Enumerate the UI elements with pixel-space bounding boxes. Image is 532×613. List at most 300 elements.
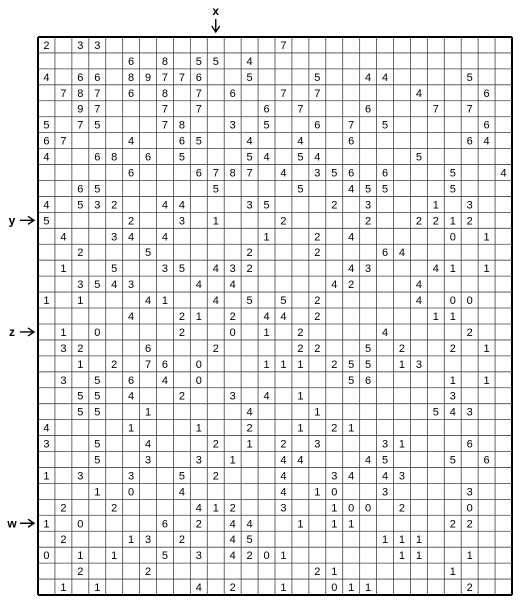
grid-cell[interactable] xyxy=(140,37,157,53)
grid-cell[interactable] xyxy=(292,196,309,212)
grid-cell[interactable] xyxy=(173,372,190,388)
grid-cell[interactable] xyxy=(123,547,140,563)
grid-cell[interactable] xyxy=(190,436,207,452)
grid-cell[interactable] xyxy=(478,547,495,563)
grid-cell[interactable] xyxy=(38,101,55,117)
grid-cell[interactable] xyxy=(140,372,157,388)
grid-cell[interactable] xyxy=(190,324,207,340)
grid-cell[interactable] xyxy=(360,228,377,244)
grid-cell[interactable] xyxy=(157,483,174,499)
grid-cell[interactable] xyxy=(106,292,123,308)
grid-cell[interactable] xyxy=(444,85,461,101)
grid-cell[interactable] xyxy=(106,531,123,547)
grid-cell[interactable] xyxy=(394,292,411,308)
grid-cell[interactable] xyxy=(173,276,190,292)
grid-cell[interactable] xyxy=(123,404,140,420)
grid-cell[interactable] xyxy=(106,420,123,436)
grid-cell[interactable] xyxy=(360,388,377,404)
grid-cell[interactable] xyxy=(89,420,106,436)
grid-cell[interactable] xyxy=(140,212,157,228)
grid-cell[interactable] xyxy=(360,85,377,101)
grid-cell[interactable] xyxy=(173,101,190,117)
grid-cell[interactable] xyxy=(478,53,495,69)
grid-cell[interactable] xyxy=(55,149,72,165)
grid-cell[interactable] xyxy=(72,53,89,69)
grid-cell[interactable] xyxy=(275,563,292,579)
grid-cell[interactable] xyxy=(444,149,461,165)
grid-cell[interactable] xyxy=(224,372,241,388)
grid-cell[interactable] xyxy=(55,404,72,420)
grid-cell[interactable] xyxy=(55,452,72,468)
grid-cell[interactable] xyxy=(72,483,89,499)
grid-cell[interactable] xyxy=(275,244,292,260)
grid-cell[interactable] xyxy=(495,579,512,595)
grid-cell[interactable] xyxy=(241,467,258,483)
grid-cell[interactable] xyxy=(157,531,174,547)
grid-cell[interactable] xyxy=(241,180,258,196)
grid-cell[interactable] xyxy=(123,292,140,308)
grid-cell[interactable] xyxy=(377,340,394,356)
grid-cell[interactable] xyxy=(106,372,123,388)
grid-cell[interactable] xyxy=(72,499,89,515)
grid-cell[interactable] xyxy=(173,37,190,53)
grid-cell[interactable] xyxy=(495,196,512,212)
grid-cell[interactable] xyxy=(427,388,444,404)
grid-cell[interactable] xyxy=(224,228,241,244)
grid-cell[interactable] xyxy=(173,515,190,531)
grid-cell[interactable] xyxy=(444,579,461,595)
grid-cell[interactable] xyxy=(258,260,275,276)
grid-cell[interactable] xyxy=(343,452,360,468)
grid-cell[interactable] xyxy=(444,531,461,547)
grid-cell[interactable] xyxy=(495,420,512,436)
grid-cell[interactable] xyxy=(495,563,512,579)
grid-cell[interactable] xyxy=(258,420,275,436)
grid-cell[interactable] xyxy=(326,308,343,324)
grid-cell[interactable] xyxy=(224,483,241,499)
grid-cell[interactable] xyxy=(427,515,444,531)
grid-cell[interactable] xyxy=(495,515,512,531)
grid-cell[interactable] xyxy=(377,579,394,595)
grid-cell[interactable] xyxy=(343,196,360,212)
grid-cell[interactable] xyxy=(377,515,394,531)
grid-cell[interactable] xyxy=(292,499,309,515)
grid-cell[interactable] xyxy=(89,340,106,356)
grid-cell[interactable] xyxy=(495,180,512,196)
grid-cell[interactable] xyxy=(292,579,309,595)
grid-cell[interactable] xyxy=(309,196,326,212)
grid-cell[interactable] xyxy=(140,196,157,212)
grid-cell[interactable] xyxy=(275,133,292,149)
grid-cell[interactable] xyxy=(292,244,309,260)
grid-cell[interactable] xyxy=(377,85,394,101)
grid-cell[interactable] xyxy=(106,579,123,595)
grid-cell[interactable] xyxy=(38,85,55,101)
grid-cell[interactable] xyxy=(410,260,427,276)
grid-cell[interactable] xyxy=(275,340,292,356)
grid-cell[interactable] xyxy=(38,340,55,356)
grid-cell[interactable] xyxy=(326,117,343,133)
grid-cell[interactable] xyxy=(461,388,478,404)
grid-cell[interactable] xyxy=(444,53,461,69)
grid-cell[interactable] xyxy=(410,563,427,579)
grid-cell[interactable] xyxy=(309,133,326,149)
grid-cell[interactable] xyxy=(38,372,55,388)
grid-cell[interactable] xyxy=(360,37,377,53)
grid-cell[interactable] xyxy=(72,149,89,165)
grid-cell[interactable] xyxy=(343,404,360,420)
grid-cell[interactable] xyxy=(495,372,512,388)
grid-cell[interactable] xyxy=(495,340,512,356)
grid-cell[interactable] xyxy=(427,244,444,260)
grid-cell[interactable] xyxy=(444,483,461,499)
grid-cell[interactable] xyxy=(207,37,224,53)
grid-cell[interactable] xyxy=(207,196,224,212)
grid-cell[interactable] xyxy=(275,388,292,404)
grid-cell[interactable] xyxy=(140,117,157,133)
grid-cell[interactable] xyxy=(495,85,512,101)
grid-cell[interactable] xyxy=(123,260,140,276)
grid-cell[interactable] xyxy=(55,308,72,324)
grid-cell[interactable] xyxy=(190,292,207,308)
grid-cell[interactable] xyxy=(343,483,360,499)
grid-cell[interactable] xyxy=(360,276,377,292)
grid-cell[interactable] xyxy=(427,372,444,388)
grid-cell[interactable] xyxy=(157,308,174,324)
grid-cell[interactable] xyxy=(292,260,309,276)
grid-cell[interactable] xyxy=(258,212,275,228)
grid-cell[interactable] xyxy=(461,149,478,165)
grid-cell[interactable] xyxy=(495,117,512,133)
grid-cell[interactable] xyxy=(72,436,89,452)
grid-cell[interactable] xyxy=(478,324,495,340)
grid-cell[interactable] xyxy=(309,531,326,547)
grid-cell[interactable] xyxy=(410,133,427,149)
grid-cell[interactable] xyxy=(173,180,190,196)
grid-cell[interactable] xyxy=(292,37,309,53)
grid-cell[interactable] xyxy=(292,69,309,85)
grid-cell[interactable] xyxy=(72,531,89,547)
grid-cell[interactable] xyxy=(495,244,512,260)
grid-cell[interactable] xyxy=(207,308,224,324)
grid-cell[interactable] xyxy=(55,180,72,196)
grid-cell[interactable] xyxy=(427,180,444,196)
grid-cell[interactable] xyxy=(207,563,224,579)
grid-cell[interactable] xyxy=(394,85,411,101)
grid-cell[interactable] xyxy=(410,53,427,69)
grid-cell[interactable] xyxy=(207,420,224,436)
grid-cell[interactable] xyxy=(309,420,326,436)
grid-cell[interactable] xyxy=(275,372,292,388)
grid-cell[interactable] xyxy=(461,340,478,356)
grid-cell[interactable] xyxy=(207,515,224,531)
grid-cell[interactable] xyxy=(444,117,461,133)
grid-cell[interactable] xyxy=(343,324,360,340)
grid-cell[interactable] xyxy=(207,547,224,563)
grid-cell[interactable] xyxy=(326,133,343,149)
grid-cell[interactable] xyxy=(427,165,444,181)
grid-cell[interactable] xyxy=(190,340,207,356)
grid-cell[interactable] xyxy=(309,180,326,196)
grid-cell[interactable] xyxy=(123,452,140,468)
grid-cell[interactable] xyxy=(478,180,495,196)
grid-cell[interactable] xyxy=(173,53,190,69)
grid-cell[interactable] xyxy=(190,260,207,276)
grid-cell[interactable] xyxy=(377,499,394,515)
grid-cell[interactable] xyxy=(444,499,461,515)
grid-cell[interactable] xyxy=(495,276,512,292)
grid-cell[interactable] xyxy=(461,228,478,244)
grid-cell[interactable] xyxy=(173,420,190,436)
grid-cell[interactable] xyxy=(427,579,444,595)
grid-cell[interactable] xyxy=(495,260,512,276)
grid-cell[interactable] xyxy=(292,292,309,308)
grid-cell[interactable] xyxy=(377,547,394,563)
grid-cell[interactable] xyxy=(258,69,275,85)
grid-cell[interactable] xyxy=(427,149,444,165)
grid-cell[interactable] xyxy=(173,340,190,356)
grid-cell[interactable] xyxy=(140,101,157,117)
grid-cell[interactable] xyxy=(343,388,360,404)
grid-cell[interactable] xyxy=(478,196,495,212)
grid-cell[interactable] xyxy=(427,69,444,85)
grid-cell[interactable] xyxy=(258,563,275,579)
grid-cell[interactable] xyxy=(38,531,55,547)
grid-cell[interactable] xyxy=(410,308,427,324)
grid-cell[interactable] xyxy=(55,244,72,260)
grid-cell[interactable] xyxy=(292,404,309,420)
grid-cell[interactable] xyxy=(427,53,444,69)
grid-cell[interactable] xyxy=(173,499,190,515)
grid-cell[interactable] xyxy=(106,467,123,483)
grid-cell[interactable] xyxy=(360,563,377,579)
grid-cell[interactable] xyxy=(157,212,174,228)
grid-cell[interactable] xyxy=(326,244,343,260)
grid-cell[interactable] xyxy=(309,212,326,228)
grid-cell[interactable] xyxy=(410,579,427,595)
grid-cell[interactable] xyxy=(241,579,258,595)
grid-cell[interactable] xyxy=(190,244,207,260)
grid-cell[interactable] xyxy=(410,372,427,388)
grid-cell[interactable] xyxy=(461,372,478,388)
grid-cell[interactable] xyxy=(309,579,326,595)
grid-cell[interactable] xyxy=(343,149,360,165)
grid-cell[interactable] xyxy=(275,404,292,420)
grid-cell[interactable] xyxy=(157,133,174,149)
grid-cell[interactable] xyxy=(55,212,72,228)
grid-cell[interactable] xyxy=(495,308,512,324)
grid-cell[interactable] xyxy=(410,420,427,436)
grid-cell[interactable] xyxy=(72,212,89,228)
grid-cell[interactable] xyxy=(89,308,106,324)
grid-cell[interactable] xyxy=(394,212,411,228)
grid-cell[interactable] xyxy=(89,499,106,515)
grid-cell[interactable] xyxy=(360,436,377,452)
grid-cell[interactable] xyxy=(106,165,123,181)
grid-cell[interactable] xyxy=(55,196,72,212)
grid-cell[interactable] xyxy=(394,180,411,196)
grid-cell[interactable] xyxy=(157,244,174,260)
grid-cell[interactable] xyxy=(461,53,478,69)
grid-cell[interactable] xyxy=(377,37,394,53)
grid-cell[interactable] xyxy=(241,340,258,356)
grid-cell[interactable] xyxy=(89,53,106,69)
grid-cell[interactable] xyxy=(157,467,174,483)
grid-cell[interactable] xyxy=(444,436,461,452)
grid-cell[interactable] xyxy=(377,212,394,228)
grid-cell[interactable] xyxy=(495,547,512,563)
grid-cell[interactable] xyxy=(258,53,275,69)
grid-cell[interactable] xyxy=(140,228,157,244)
grid-cell[interactable] xyxy=(343,69,360,85)
grid-cell[interactable] xyxy=(190,467,207,483)
grid-cell[interactable] xyxy=(478,420,495,436)
grid-cell[interactable] xyxy=(106,85,123,101)
grid-cell[interactable] xyxy=(140,133,157,149)
grid-cell[interactable] xyxy=(140,515,157,531)
grid-cell[interactable] xyxy=(410,388,427,404)
grid-cell[interactable] xyxy=(292,531,309,547)
grid-cell[interactable] xyxy=(258,276,275,292)
grid-cell[interactable] xyxy=(38,452,55,468)
grid-cell[interactable] xyxy=(173,579,190,595)
grid-cell[interactable] xyxy=(461,420,478,436)
grid-cell[interactable] xyxy=(427,452,444,468)
grid-cell[interactable] xyxy=(190,388,207,404)
grid-cell[interactable] xyxy=(140,53,157,69)
grid-cell[interactable] xyxy=(241,276,258,292)
grid-cell[interactable] xyxy=(410,165,427,181)
grid-cell[interactable] xyxy=(173,404,190,420)
grid-cell[interactable] xyxy=(495,149,512,165)
grid-cell[interactable] xyxy=(495,404,512,420)
grid-cell[interactable] xyxy=(258,404,275,420)
grid-cell[interactable] xyxy=(275,276,292,292)
grid-cell[interactable] xyxy=(377,53,394,69)
grid-cell[interactable] xyxy=(360,404,377,420)
grid-cell[interactable] xyxy=(38,483,55,499)
grid-cell[interactable] xyxy=(461,37,478,53)
grid-cell[interactable] xyxy=(495,356,512,372)
grid-cell[interactable] xyxy=(394,563,411,579)
grid-cell[interactable] xyxy=(157,404,174,420)
grid-cell[interactable] xyxy=(377,133,394,149)
grid-cell[interactable] xyxy=(157,180,174,196)
grid-cell[interactable] xyxy=(275,180,292,196)
grid-cell[interactable] xyxy=(495,212,512,228)
grid-cell[interactable] xyxy=(461,467,478,483)
grid-cell[interactable] xyxy=(123,515,140,531)
grid-cell[interactable] xyxy=(410,228,427,244)
grid-cell[interactable] xyxy=(394,133,411,149)
grid-cell[interactable] xyxy=(410,340,427,356)
grid-cell[interactable] xyxy=(478,149,495,165)
grid-cell[interactable] xyxy=(478,101,495,117)
grid-cell[interactable] xyxy=(72,260,89,276)
grid-cell[interactable] xyxy=(326,101,343,117)
grid-cell[interactable] xyxy=(275,531,292,547)
grid-cell[interactable] xyxy=(190,531,207,547)
grid-cell[interactable] xyxy=(241,563,258,579)
grid-cell[interactable] xyxy=(173,85,190,101)
grid-cell[interactable] xyxy=(495,37,512,53)
grid-cell[interactable] xyxy=(461,308,478,324)
grid-cell[interactable] xyxy=(309,499,326,515)
grid-cell[interactable] xyxy=(343,212,360,228)
grid-cell[interactable] xyxy=(394,165,411,181)
grid-cell[interactable] xyxy=(478,69,495,85)
grid-cell[interactable] xyxy=(444,420,461,436)
grid-cell[interactable] xyxy=(309,53,326,69)
grid-cell[interactable] xyxy=(106,388,123,404)
grid-cell[interactable] xyxy=(157,340,174,356)
grid-cell[interactable] xyxy=(106,308,123,324)
grid-cell[interactable] xyxy=(241,452,258,468)
grid-cell[interactable] xyxy=(224,53,241,69)
grid-cell[interactable] xyxy=(444,37,461,53)
grid-cell[interactable] xyxy=(326,53,343,69)
grid-cell[interactable] xyxy=(72,165,89,181)
grid-cell[interactable] xyxy=(173,165,190,181)
grid-cell[interactable] xyxy=(38,53,55,69)
grid-cell[interactable] xyxy=(444,356,461,372)
grid-cell[interactable] xyxy=(140,547,157,563)
grid-cell[interactable] xyxy=(224,340,241,356)
grid-cell[interactable] xyxy=(461,276,478,292)
grid-cell[interactable] xyxy=(326,372,343,388)
grid-cell[interactable] xyxy=(394,579,411,595)
grid-cell[interactable] xyxy=(326,436,343,452)
grid-cell[interactable] xyxy=(55,547,72,563)
grid-cell[interactable] xyxy=(478,356,495,372)
grid-cell[interactable] xyxy=(89,515,106,531)
grid-cell[interactable] xyxy=(89,133,106,149)
grid-cell[interactable] xyxy=(343,292,360,308)
grid-cell[interactable] xyxy=(377,101,394,117)
grid-cell[interactable] xyxy=(72,324,89,340)
grid-cell[interactable] xyxy=(106,101,123,117)
grid-cell[interactable] xyxy=(394,228,411,244)
grid-cell[interactable] xyxy=(292,85,309,101)
grid-cell[interactable] xyxy=(173,436,190,452)
grid-cell[interactable] xyxy=(343,101,360,117)
grid-cell[interactable] xyxy=(190,37,207,53)
grid-cell[interactable] xyxy=(427,85,444,101)
grid-cell[interactable] xyxy=(106,404,123,420)
grid-cell[interactable] xyxy=(360,420,377,436)
grid-cell[interactable] xyxy=(326,292,343,308)
grid-cell[interactable] xyxy=(309,388,326,404)
grid-cell[interactable] xyxy=(123,196,140,212)
grid-cell[interactable] xyxy=(309,372,326,388)
grid-cell[interactable] xyxy=(326,69,343,85)
grid-cell[interactable] xyxy=(292,165,309,181)
grid-cell[interactable] xyxy=(173,452,190,468)
grid-cell[interactable] xyxy=(89,228,106,244)
grid-cell[interactable] xyxy=(55,483,72,499)
grid-cell[interactable] xyxy=(410,101,427,117)
grid-cell[interactable] xyxy=(55,515,72,531)
grid-cell[interactable] xyxy=(38,356,55,372)
grid-cell[interactable] xyxy=(427,324,444,340)
grid-cell[interactable] xyxy=(72,308,89,324)
grid-cell[interactable] xyxy=(394,483,411,499)
grid-cell[interactable] xyxy=(38,308,55,324)
grid-cell[interactable] xyxy=(207,483,224,499)
grid-cell[interactable] xyxy=(495,228,512,244)
grid-cell[interactable] xyxy=(394,388,411,404)
grid-cell[interactable] xyxy=(140,420,157,436)
